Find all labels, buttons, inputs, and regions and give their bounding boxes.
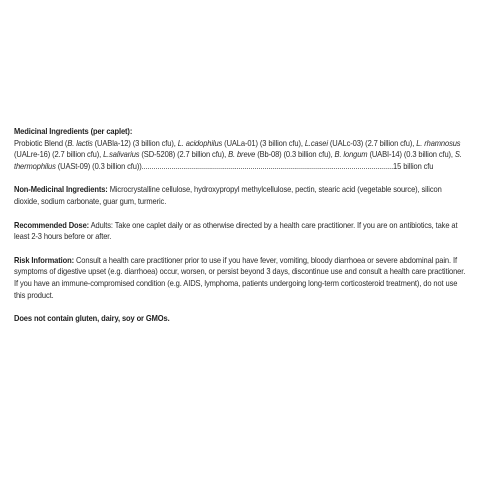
non-medicinal-ingredients-section [14,184,468,207]
recommended-dose-section [14,220,468,243]
strain-detail: (UALre-16) (2.7 billion cfu), [14,150,104,160]
supplement-facts-document [14,126,468,337]
recommended-dose-heading: Recommended Dose: [14,220,90,230]
strain-species: S. thermophilus [14,150,462,171]
strain-species: L.salivarius [103,150,140,160]
blend-lead: Probiotic Blend ( [14,138,68,148]
allergen-statement-section [14,313,468,325]
strain-detail: (UASt-09) (0.3 billion cfu)) [55,161,142,171]
blend-total: 15 billion cfu [393,161,434,171]
medicinal-ingredients-heading: Medicinal Ingredients (per caplet): [14,127,133,136]
strain-detail: (UALa-01) (3 billion cfu), [222,138,305,148]
strain-species: B. lactis [67,138,93,148]
recommended-dose-text: Adults: Take one caplet daily or as otherwise directed by a health care practitioner. If you are on antibiotics, take at least 2-3 hours before or after. [14,220,458,242]
strain-detail: (UALc-03) (2.7 billion cfu), [327,138,417,148]
risk-information-heading: Risk Information: [14,255,74,265]
strain-detail: (UABla-12) (3 billion cfu), [92,138,178,148]
risk-information-section [14,255,468,301]
probiotic-blend-text [14,138,468,173]
non-medicinal-heading: Non-Medicinal Ingredients: [14,185,108,195]
dot-leader: ............................................................................................................................... [141,161,394,171]
strain-species: B. breve [228,150,256,160]
allergen-statement: Does not contain gluten, dairy, soy or GMOs. [14,314,170,324]
strain-species: L. rhamnosus [416,138,461,148]
non-medicinal-text: Microcrystalline cellulose, hydroxypropyl methylcellulose, pectin, stearic acid (vegetable source), silicon dioxide, sodium carbonate, guar gum, turmeric. [14,185,442,206]
strain-species: B. longum [334,150,368,160]
risk-information-text: Consult a health care practitioner prior to use if you have fever, vomiting, bloody diarrhoea or severe abdominal pain. If symptoms of digestive upset (e.g. diarrhoea) occur, worsen, or persist beyond 3 days, discontinue use and consult a health care practitioner. If you have an immune-compromised condition (e.g. AIDS, lymphoma, patients undergoing long-term corticosteroid treatment), do not use this product. [14,255,466,300]
strain-detail: (SD-5208) (2.7 billion cfu), [139,150,229,160]
strain-detail: (UABI-14) (0.3 billion cfu), [367,150,455,160]
medicinal-ingredients-section [14,126,468,172]
strain-species: L. acidophilus [177,138,223,148]
strain-species: L.casei [304,138,328,148]
strain-detail: (Bb-08) (0.3 billion cfu), [255,150,335,160]
